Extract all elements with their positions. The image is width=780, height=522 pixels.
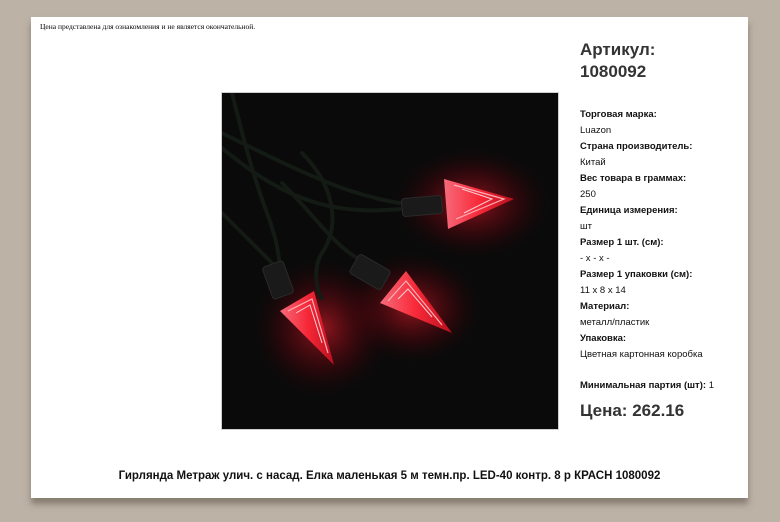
spec-value: Китай <box>580 157 606 168</box>
spec-value: шт <box>580 221 592 232</box>
product-details <box>580 39 745 423</box>
spec-value: Luazon <box>580 125 612 136</box>
price <box>580 399 745 423</box>
min-batch <box>580 379 745 393</box>
garland-image <box>222 93 558 429</box>
spec-label: Упаковка: <box>580 333 627 344</box>
spec-label: Торговая марка: <box>580 109 657 120</box>
article-label: Артикул: <box>580 40 656 59</box>
product-name: Гирлянда Метраж улич. с насад. Елка маленькая 5 м темн.пр. LED-40 контр. 8 р КРАСН 1080092 <box>118 470 661 482</box>
spec-value: - x - x - <box>580 253 610 264</box>
price-value: 262.16 <box>632 401 685 420</box>
spec-item-size <box>580 235 745 267</box>
article-number: 1080092 <box>580 62 647 81</box>
spec-unit <box>580 203 745 235</box>
spec-label: Вес товара в граммах: <box>580 173 687 184</box>
spec-value: 11 x 8 x 14 <box>580 285 626 296</box>
spec-brand <box>580 107 745 139</box>
spec-country <box>580 139 745 171</box>
spec-label: Страна производитель: <box>580 141 693 152</box>
spec-label: Материал: <box>580 301 630 312</box>
spec-weight <box>580 171 745 203</box>
min-batch-value: 1 <box>708 380 714 391</box>
spec-value: Цветная картонная коробка <box>580 349 703 360</box>
price-disclaimer: Цена представлена для ознакомления и не является окончательной. <box>40 22 256 31</box>
spec-label: Размер 1 упаковки (см): <box>580 269 693 280</box>
spec-value: металл/пластик <box>580 317 650 328</box>
min-batch-label: Минимальная партия (шт): <box>580 380 707 391</box>
spec-label: Размер 1 шт. (см): <box>580 237 664 248</box>
spec-material <box>580 299 745 331</box>
product-photo <box>221 92 559 430</box>
spec-packaging <box>580 331 745 363</box>
price-label: Цена: <box>580 401 628 420</box>
spec-package-size <box>580 267 745 299</box>
spec-value: 250 <box>580 189 596 200</box>
article-heading <box>580 39 745 83</box>
spec-label: Единица измерения: <box>580 205 678 216</box>
spec-list <box>580 107 745 363</box>
product-sheet <box>31 17 748 498</box>
